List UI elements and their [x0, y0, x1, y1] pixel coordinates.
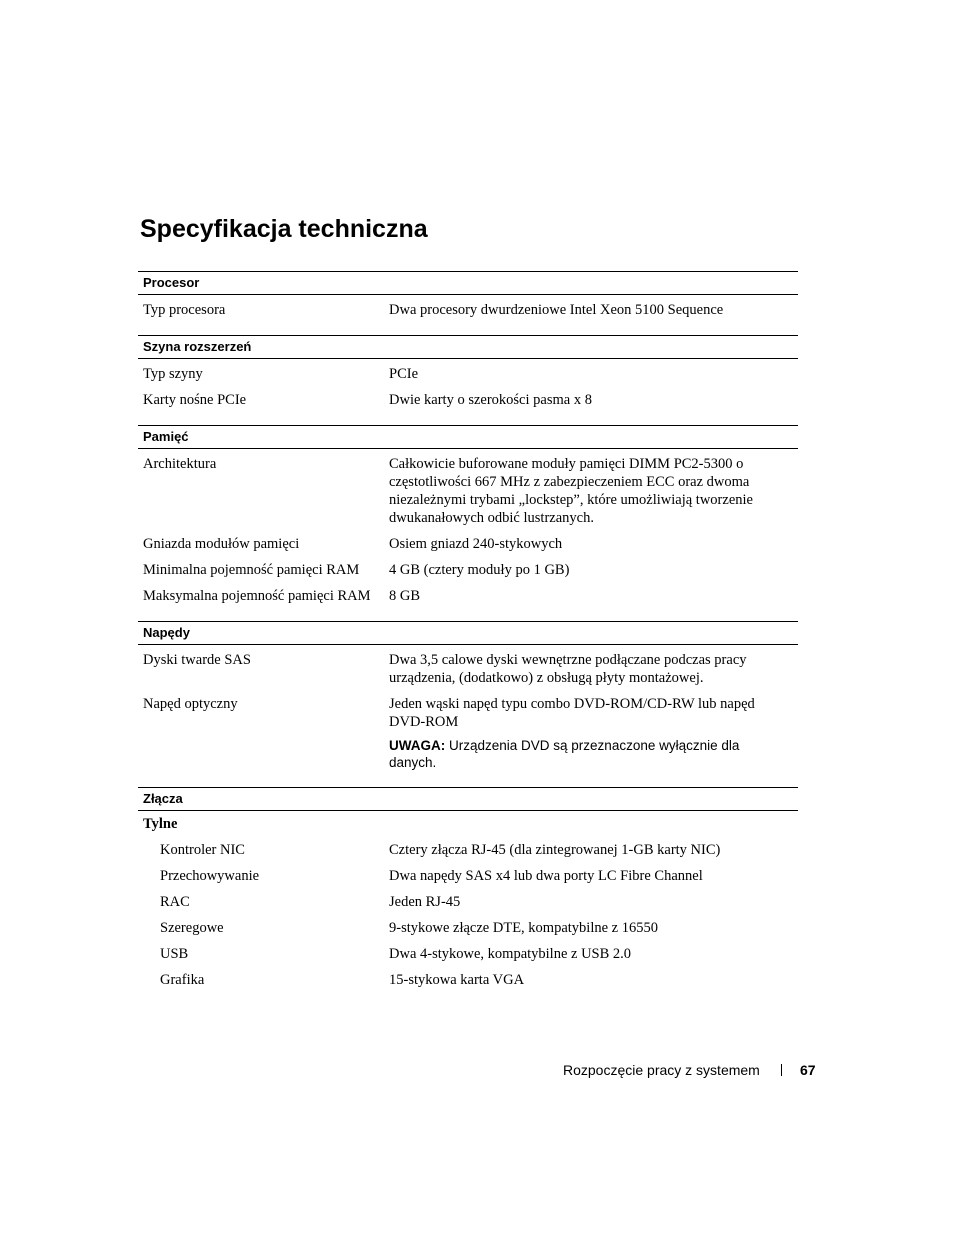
- spec-label: Dyski twarde SAS: [143, 652, 251, 668]
- spec-value: Dwa napędy SAS x4 lub dwa porty LC Fibre Channel: [389, 868, 703, 884]
- spec-value-with-note: [389, 695, 798, 771]
- spec-row: [138, 557, 798, 583]
- section-subheading: Tylne: [143, 816, 178, 832]
- section-zlacza: [138, 787, 798, 993]
- spec-row: [138, 837, 798, 863]
- section-napedy: [138, 621, 798, 775]
- spec-value: Dwie karty o szerokości pasma x 8: [389, 392, 592, 408]
- spec-value: Jeden RJ-45: [389, 894, 461, 910]
- spec-value: 8 GB: [389, 588, 421, 604]
- section-heading: Procesor: [138, 271, 798, 295]
- spec-row: [138, 691, 798, 775]
- section-pamiec: [138, 425, 798, 609]
- spec-row: [138, 531, 798, 557]
- spec-label: Napęd optyczny: [143, 696, 238, 712]
- spec-label: Grafika: [160, 972, 205, 988]
- spec-label: RAC: [160, 894, 190, 910]
- spec-row: [138, 941, 798, 967]
- spec-label: Kontroler NIC: [160, 842, 245, 858]
- spec-row: [138, 387, 798, 413]
- page-footer: [560, 1061, 820, 1079]
- spec-value: Osiem gniazd 240-stykowych: [389, 536, 563, 552]
- note-label: UWAGA:: [389, 738, 446, 753]
- spec-label: Szeregowe: [160, 920, 224, 936]
- spec-label: Przechowywanie: [160, 868, 260, 884]
- spec-value: Jeden wąski napęd typu combo DVD-ROM/CD-RW lub napęd DVD-ROM: [389, 696, 755, 730]
- spec-value: 15-stykowa karta VGA: [389, 972, 525, 988]
- spec-row: [138, 967, 798, 993]
- spec-row: [138, 915, 798, 941]
- note: [389, 737, 768, 771]
- spec-table: [138, 271, 798, 1005]
- spec-label: Typ procesora: [143, 302, 226, 318]
- spec-value: Dwa 3,5 calowe dyski wewnętrzne podłączane podczas pracy urządzenia, (dodatkowo) z obsługą płyty montażowej.: [389, 652, 747, 686]
- section-heading: Szyna rozszerzeń: [138, 335, 798, 359]
- spec-label: Architektura: [143, 456, 217, 472]
- spec-value: PCIe: [389, 366, 418, 382]
- spec-label: Maksymalna pojemność pamięci RAM: [143, 588, 371, 604]
- section-heading: Pamięć: [138, 425, 798, 449]
- spec-row: [138, 583, 798, 609]
- spec-value: Całkowicie buforowane moduły pamięci DIMM PC2-5300 o częstotliwości 667 MHz z zabezpieczeniem ECC oraz dwoma niezależnymi trybami „lockstep”, które umożliwiają tworzenie dwukanałowych odbić lustrzanych.: [389, 456, 753, 526]
- page-number: 67: [800, 1062, 816, 1078]
- spec-label: Gniazda modułów pamięci: [143, 536, 300, 552]
- page-title: Specyfikacja techniczna: [140, 215, 428, 243]
- spec-label: Karty nośne PCIe: [143, 392, 247, 408]
- note-text: Urządzenia DVD są przeznaczone wyłącznie dla danych.: [389, 738, 740, 770]
- spec-value: Dwa procesory dwurdzeniowe Intel Xeon 5100 Sequence: [389, 302, 724, 318]
- spec-row: [138, 297, 798, 323]
- section-heading: Napędy: [138, 621, 798, 645]
- spec-label: Minimalna pojemność pamięci RAM: [143, 562, 360, 578]
- footer-divider: [781, 1064, 782, 1076]
- section-szyna: [138, 335, 798, 413]
- spec-value: Cztery złącza RJ-45 (dla zintegrowanej 1-GB karty NIC): [389, 842, 721, 858]
- footer-running-title: Rozpoczęcie pracy z systemem: [563, 1062, 760, 1078]
- spec-value: 9-stykowe złącze DTE, kompatybilne z 16550: [389, 920, 658, 936]
- spec-row: [138, 361, 798, 387]
- spec-value: 4 GB (cztery moduły po 1 GB): [389, 562, 570, 578]
- section-procesor: [138, 271, 798, 323]
- spec-label: USB: [160, 946, 189, 962]
- spec-row: [138, 889, 798, 915]
- spec-label: Typ szyny: [143, 366, 203, 382]
- spec-row: [138, 863, 798, 889]
- section-heading: Złącza: [138, 787, 798, 811]
- spec-value: Dwa 4-stykowe, kompatybilne z USB 2.0: [389, 946, 632, 962]
- spec-row: [138, 451, 798, 531]
- spec-row: [138, 647, 798, 691]
